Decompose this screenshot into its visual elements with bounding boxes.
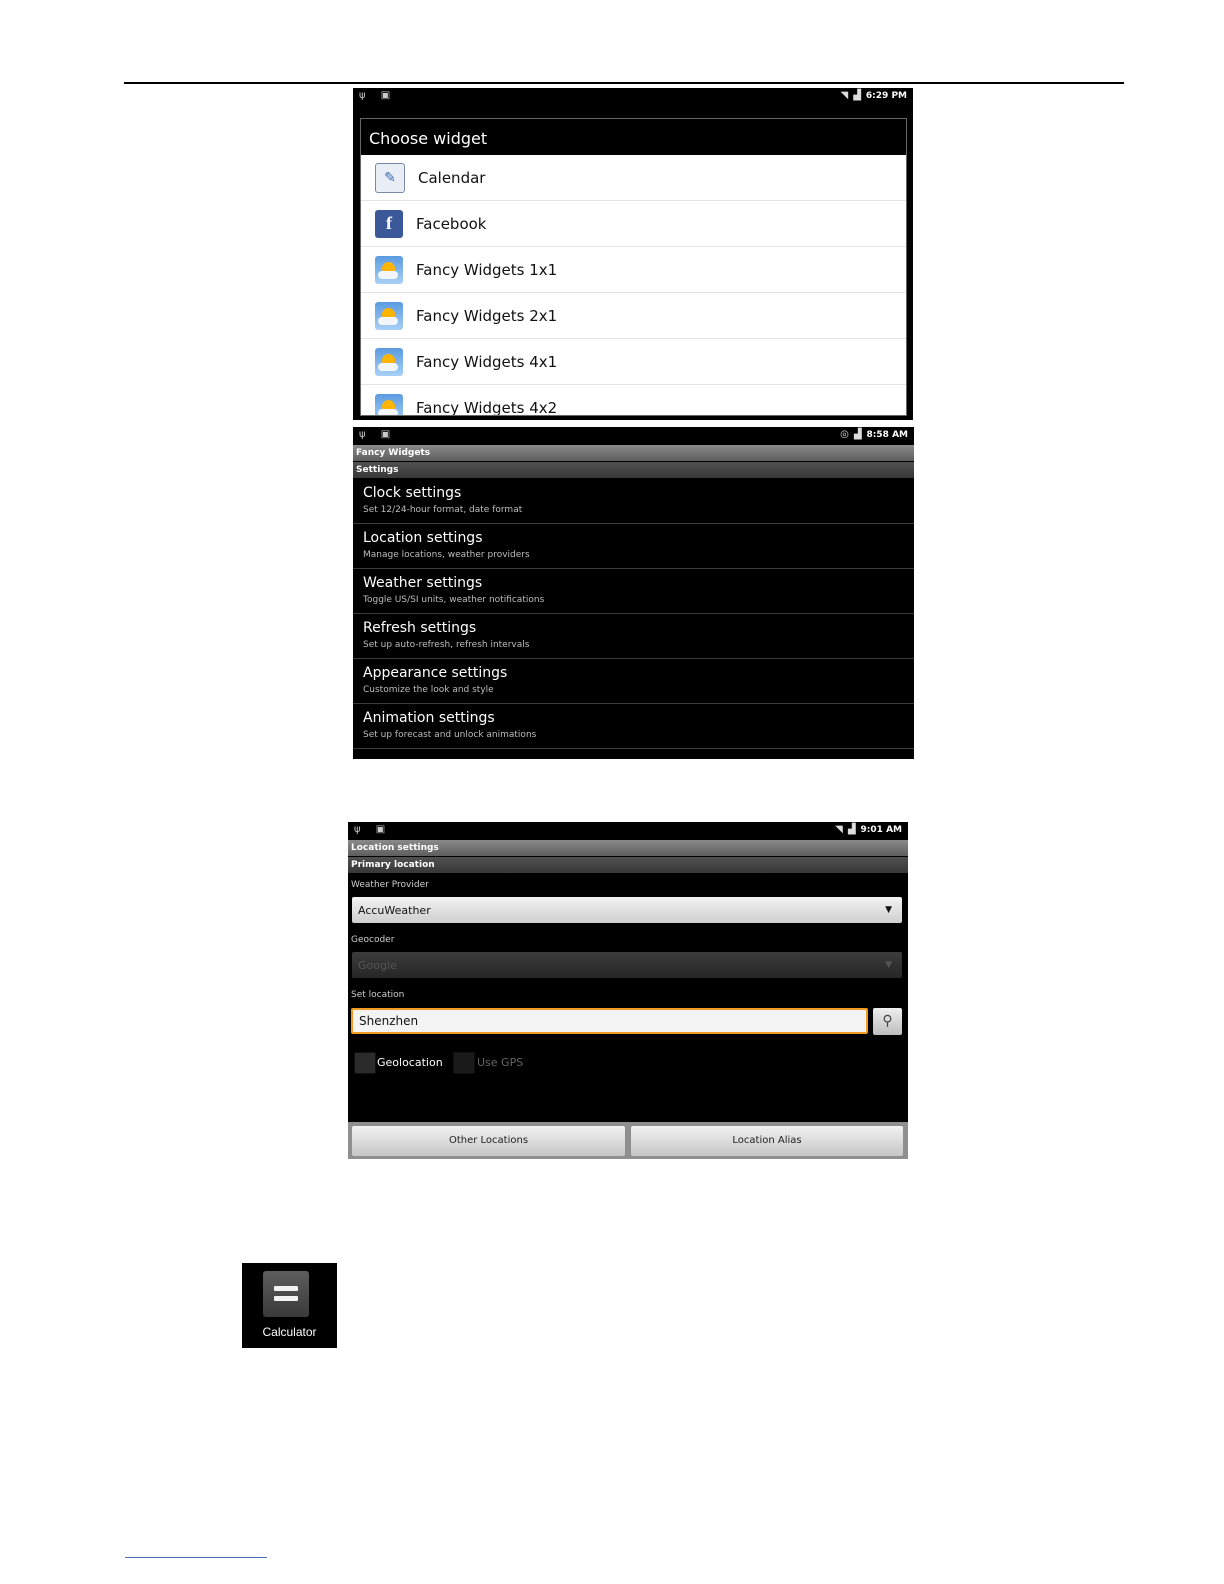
usb-debug-icon: ψ ▣ — [354, 824, 392, 835]
weather-sun-icon — [375, 302, 403, 330]
screen-title: Location settings — [348, 840, 908, 856]
settings-item-subtitle: Set up forecast and unlock animations — [363, 730, 537, 740]
geolocation-checkbox[interactable] — [354, 1052, 376, 1074]
settings-item-title: Animation settings — [363, 710, 495, 726]
status-bar — [353, 427, 914, 445]
status-bar — [348, 822, 908, 840]
usb-debug-icon: ψ ▣ — [359, 90, 397, 101]
other-locations-button[interactable]: Other Locations — [352, 1126, 625, 1156]
footnote-rule — [125, 1557, 267, 1558]
dropdown-arrow-icon: ▼ — [885, 905, 892, 915]
use-gps-label: Use GPS — [477, 1056, 524, 1069]
section-header: Primary location — [348, 857, 908, 873]
settings-item-title: Appearance settings — [363, 665, 508, 681]
status-time: 8:58 AM — [866, 429, 908, 440]
settings-item-location[interactable] — [353, 524, 914, 569]
widget-item-fancy-4x2[interactable] — [361, 385, 906, 416]
location-alias-button[interactable]: Location Alias — [631, 1126, 903, 1156]
signal-icon: ▟ — [847, 824, 856, 835]
status-time: 6:29 PM — [865, 90, 907, 101]
weather-provider-label: Weather Provider — [351, 880, 429, 890]
status-right — [840, 429, 908, 440]
widget-label: Fancy Widgets 2x1 — [416, 306, 558, 325]
geocoder-dropdown[interactable] — [352, 952, 902, 978]
fancy-widgets-settings-screen — [353, 427, 914, 759]
calendar-icon: ✎ — [375, 163, 405, 193]
settings-item-refresh[interactable] — [353, 614, 914, 659]
settings-item-appearance[interactable] — [353, 659, 914, 704]
signal-icon: ▟ — [853, 90, 861, 101]
settings-item-weather[interactable] — [353, 569, 914, 614]
widget-item-calendar[interactable] — [361, 155, 906, 201]
choose-widget-dialog — [360, 118, 907, 416]
widget-item-fancy-2x1[interactable] — [361, 293, 906, 339]
geolocation-label: Geolocation — [377, 1056, 443, 1069]
location-settings-screen — [348, 822, 908, 1159]
facebook-icon: f — [375, 210, 403, 238]
settings-item-title: Refresh settings — [363, 620, 477, 636]
settings-item-subtitle: Manage locations, weather providers — [363, 550, 530, 560]
wifi-icon: ◥ — [840, 90, 849, 101]
usb-debug-icon: ψ ▣ — [359, 429, 397, 440]
sync-icon: ◎ — [840, 429, 849, 440]
settings-item-title: Location settings — [363, 530, 483, 546]
status-bar — [353, 88, 913, 106]
widget-label: Fancy Widgets 1x1 — [416, 260, 558, 279]
settings-item-title: Clock settings — [363, 485, 462, 501]
settings-item-clock[interactable] — [353, 479, 914, 524]
settings-item-title: Weather settings — [363, 575, 483, 591]
search-button[interactable] — [873, 1008, 902, 1035]
weather-provider-dropdown[interactable] — [352, 897, 902, 923]
settings-item-subtitle: Set 12/24-hour format, date format — [363, 505, 523, 515]
settings-item-subtitle: Set up auto-refresh, refresh intervals — [363, 640, 530, 650]
use-gps-checkbox[interactable] — [453, 1052, 475, 1074]
dialog-title: Choose widget — [361, 119, 906, 155]
page-top-rule — [124, 82, 1124, 84]
signal-icon: ▟ — [853, 429, 862, 440]
widget-label: Fancy Widgets 4x1 — [416, 352, 558, 371]
widget-item-facebook[interactable] — [361, 201, 906, 247]
weather-sun-icon — [375, 394, 403, 417]
widget-label: Facebook — [416, 214, 487, 233]
calculator-label: Calculator — [262, 1325, 317, 1339]
geocoder-label: Geocoder — [351, 935, 395, 945]
choose-widget-screen — [353, 88, 913, 420]
calculator-app-tile[interactable] — [242, 1263, 337, 1348]
calculator-icon — [263, 1271, 309, 1317]
widget-item-fancy-4x1[interactable] — [361, 339, 906, 385]
wifi-icon: ◥ — [835, 824, 843, 835]
status-time: 9:01 AM — [860, 824, 902, 835]
status-right — [835, 824, 902, 835]
set-location-label: Set location — [351, 990, 405, 1000]
settings-item-animation[interactable] — [353, 704, 914, 749]
dropdown-arrow-icon: ▼ — [885, 960, 892, 970]
weather-sun-icon — [375, 256, 403, 284]
search-icon: ⚲ — [882, 1013, 893, 1029]
status-right — [841, 90, 907, 101]
widget-label: Calendar — [418, 168, 486, 187]
widget-item-fancy-1x1[interactable] — [361, 247, 906, 293]
settings-item-subtitle: Toggle US/SI units, weather notifications — [363, 595, 545, 605]
weather-provider-value: AccuWeather — [358, 904, 431, 917]
weather-sun-icon — [375, 348, 403, 376]
widget-label: Fancy Widgets 4x2 — [416, 398, 558, 416]
settings-item-subtitle: Customize the look and style — [363, 685, 494, 695]
app-title: Fancy Widgets — [353, 445, 914, 461]
location-input[interactable]: Shenzhen — [351, 1008, 868, 1034]
section-header: Settings — [353, 462, 914, 478]
geocoder-value: Google — [358, 959, 397, 972]
